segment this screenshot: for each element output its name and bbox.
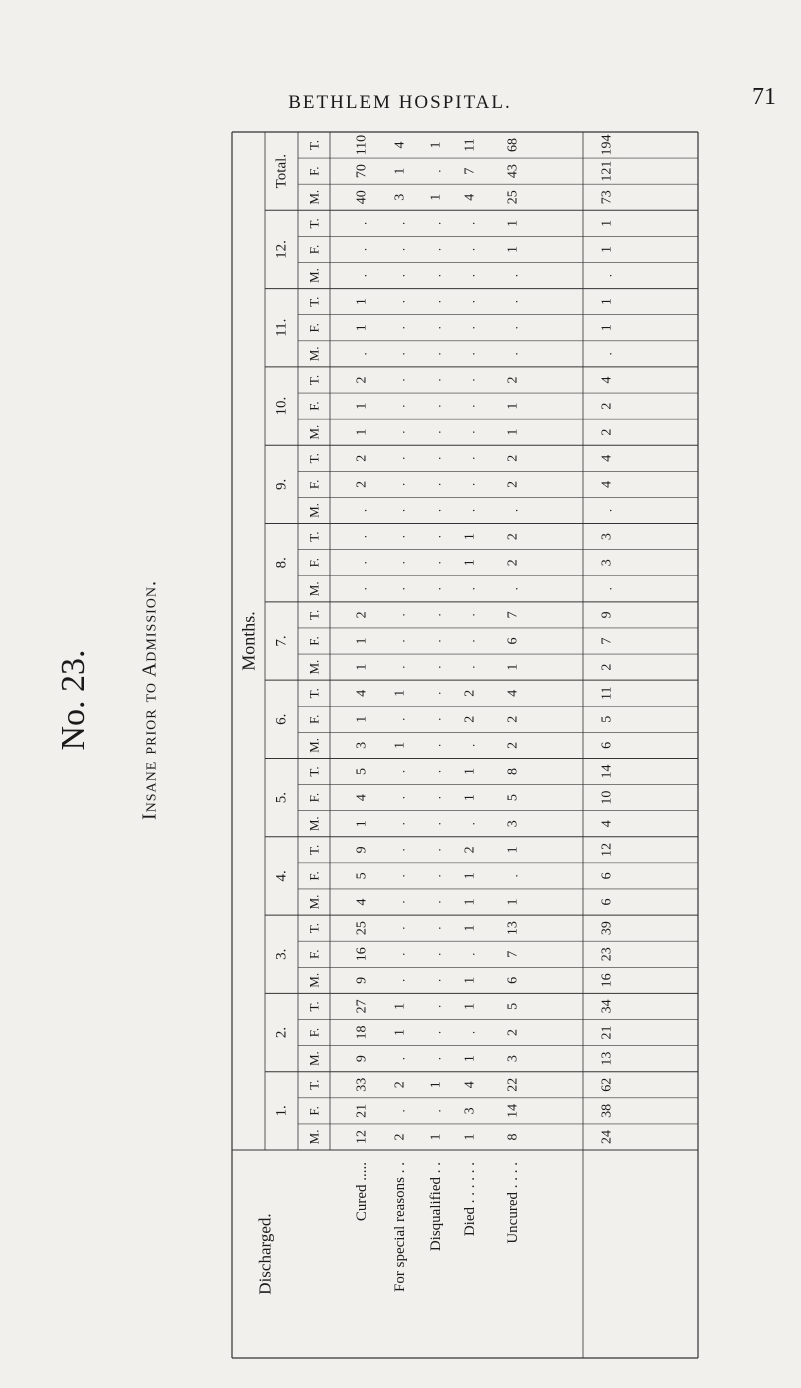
table-cell: 14 <box>505 1103 521 1118</box>
total-cell: 16 <box>599 973 615 988</box>
table-cell: . <box>428 978 444 982</box>
table-cell: . <box>428 743 444 748</box>
table-cell: 6 <box>505 637 521 645</box>
table-cell: . <box>428 822 444 826</box>
table-cell: 2 <box>505 1029 521 1037</box>
table-cell: 5 <box>505 794 521 802</box>
table-cell: 1 <box>505 846 521 854</box>
table-cell: . <box>428 613 444 617</box>
table-cell: . <box>392 534 408 539</box>
table-cell: . <box>392 456 408 460</box>
table-cell: 1 <box>392 689 408 697</box>
total-cell: 2 <box>599 402 615 410</box>
table-cell: . <box>428 1057 444 1061</box>
table-cell: 12 <box>354 1129 370 1144</box>
table-cell: . <box>462 404 478 408</box>
table-cell: . <box>428 273 444 278</box>
table-cell: 2 <box>392 1133 408 1141</box>
table-cell: 2 <box>505 533 521 541</box>
table-cell: . <box>392 273 408 278</box>
table-cell: 2 <box>354 480 370 488</box>
table-cell: 1 <box>354 663 370 671</box>
total-cell: 3 <box>599 533 615 541</box>
sub-header: M. <box>306 894 322 910</box>
table-cell: 1 <box>462 924 478 932</box>
total-cell: 13 <box>599 1051 615 1066</box>
total-cell: 2 <box>599 428 615 436</box>
table-cell: 1 <box>462 1002 478 1010</box>
table-cell: . <box>428 1004 444 1009</box>
table-cell: . <box>462 378 478 382</box>
total-cell: 1 <box>599 245 615 253</box>
total-cell: 4 <box>599 454 615 462</box>
total-cell: 1 <box>599 324 615 332</box>
table-cell: . <box>392 926 408 930</box>
table-cell: . <box>428 534 444 539</box>
table-cell: . <box>505 273 521 278</box>
sub-header: M. <box>306 738 322 753</box>
row-label: Disqualified . . <box>428 1162 444 1252</box>
table-cell: . <box>392 639 408 643</box>
table-cell: . <box>462 1030 478 1035</box>
row-label: Cured ..... <box>354 1162 370 1222</box>
group-label: 1. <box>273 1105 290 1117</box>
total-cell: 4 <box>599 376 615 384</box>
sub-header: F. <box>306 792 322 803</box>
table-cell: . <box>428 482 444 487</box>
table-cell: 3 <box>462 1107 478 1115</box>
table-cell: 3 <box>392 193 408 201</box>
table-cell: . <box>392 717 408 721</box>
total-cell: 2 <box>599 663 615 671</box>
table-cell: . <box>392 378 408 382</box>
table-cell: . <box>462 300 478 304</box>
table-cell: 21 <box>354 1103 370 1118</box>
table-cell: 4 <box>354 794 370 802</box>
table-cell: 1 <box>392 1029 408 1037</box>
sub-header: T. <box>306 1001 322 1012</box>
table-cell: . <box>354 534 370 539</box>
group-label: 11. <box>273 318 290 337</box>
total-cell: 4 <box>599 480 615 488</box>
table-cell: . <box>462 456 478 460</box>
table-cell: 1 <box>392 741 408 749</box>
table-cell: 1 <box>462 768 478 776</box>
total-cell: 6 <box>599 872 615 880</box>
table-cell: 1 <box>354 637 370 645</box>
table-cell: 22 <box>505 1077 521 1092</box>
table-cell: 13 <box>505 921 521 936</box>
table-cell: 2 <box>462 715 478 723</box>
table-cell: 7 <box>505 950 521 958</box>
sub-header: M. <box>306 972 322 988</box>
total-cell: . <box>599 273 615 278</box>
table-cell: 3 <box>505 1055 521 1063</box>
table-cell: . <box>354 273 370 278</box>
table-cell: 1 <box>428 1133 444 1141</box>
table-cell: 27 <box>354 999 370 1014</box>
table-cell: . <box>428 691 444 695</box>
table-cell: . <box>428 900 444 904</box>
table-cell: 2 <box>462 846 478 854</box>
table-cell: 2 <box>505 741 521 749</box>
table-cell: . <box>392 326 408 330</box>
sub-header: F. <box>306 949 322 959</box>
total-cell: 6 <box>599 898 615 906</box>
table-cell: 1 <box>462 559 478 567</box>
group-label: 2. <box>273 1026 290 1039</box>
table-cell: . <box>354 587 370 591</box>
table-cell: 2 <box>354 454 370 462</box>
table-cell: . <box>428 769 444 774</box>
table-cell: 16 <box>354 947 370 962</box>
table-cell: . <box>392 1109 408 1113</box>
table-cell: . <box>428 352 444 356</box>
table-cell: 33 <box>354 1077 370 1092</box>
sub-header: M. <box>306 189 322 205</box>
group-label: 9. <box>273 478 290 491</box>
table-cell: 7 <box>462 167 478 175</box>
sub-header: M. <box>306 1129 322 1145</box>
sub-header: F. <box>306 1027 322 1038</box>
table-cell: . <box>392 613 408 617</box>
table-cell: . <box>428 169 444 173</box>
table-cell: 2 <box>462 689 478 697</box>
sub-header: M. <box>306 268 322 283</box>
months-heading: Months. <box>238 611 259 671</box>
table-cell: . <box>462 221 478 225</box>
table-cell: 3 <box>354 741 370 749</box>
table-cell: 1 <box>462 533 478 541</box>
total-cell: 11 <box>599 686 615 700</box>
sub-header: T. <box>306 923 322 934</box>
table-cell: 2 <box>505 715 521 723</box>
total-cell: . <box>599 508 615 513</box>
table-cell: 2 <box>505 559 521 567</box>
table-cell: 1 <box>392 167 408 175</box>
table-cell: . <box>392 482 408 487</box>
sub-header: F. <box>306 323 322 333</box>
table-cell: 1 <box>428 1081 444 1089</box>
table-cell: 4 <box>354 689 370 697</box>
table-cell: 1 <box>354 324 370 332</box>
group-label: 6. <box>273 713 290 725</box>
table-cell: . <box>462 430 478 434</box>
total-cell: 7 <box>599 637 615 645</box>
table-cell: 2 <box>505 376 521 384</box>
table-cell: 1 <box>392 1002 408 1010</box>
table-cell: . <box>462 952 478 956</box>
total-cell: 23 <box>599 947 615 962</box>
table-cell: . <box>428 665 444 669</box>
sub-header: T. <box>306 688 322 699</box>
total-cell: 194 <box>599 134 615 156</box>
table-cell: 1 <box>462 872 478 880</box>
table-cell: . <box>392 1057 408 1061</box>
table-cell: . <box>428 378 444 382</box>
table-cell: 2 <box>354 611 370 619</box>
table-cell: . <box>505 874 521 878</box>
table-cell: 1 <box>354 715 370 723</box>
sub-header: T. <box>306 609 322 621</box>
table-cell: . <box>428 926 444 930</box>
table-cell: . <box>428 404 444 408</box>
table-cell: . <box>505 508 521 513</box>
table-cell: 4 <box>392 141 408 149</box>
table-cell: 1 <box>462 1133 478 1141</box>
sub-header: T. <box>306 1079 322 1090</box>
sub-header: F. <box>306 1106 322 1116</box>
table-cell: 7 <box>505 611 521 619</box>
table-cell: 2 <box>505 480 521 488</box>
table-cell: . <box>428 456 444 460</box>
table-cell: 1 <box>505 245 521 253</box>
total-cell: . <box>599 352 615 356</box>
table-cell: 3 <box>505 820 521 828</box>
table-cell: 8 <box>505 1133 521 1141</box>
total-cell: 38 <box>599 1103 615 1118</box>
table-cell: . <box>392 952 408 956</box>
total-cell: 39 <box>599 921 615 936</box>
table-cell: . <box>462 587 478 591</box>
table-cell: 1 <box>354 402 370 410</box>
total-cell: 3 <box>599 559 615 567</box>
total-cell: 24 <box>599 1129 615 1144</box>
table-cell: . <box>428 247 444 252</box>
table-cell: . <box>392 561 408 565</box>
table-cell: . <box>428 508 444 513</box>
table-cell: . <box>428 874 444 878</box>
table-cell: . <box>392 848 408 852</box>
table-cell: 8 <box>505 768 521 776</box>
table-cell: . <box>392 665 408 669</box>
table-cell: . <box>428 639 444 643</box>
sub-header: M. <box>306 1051 322 1067</box>
table-cell: 1 <box>354 298 370 306</box>
table-cell: 9 <box>354 846 370 854</box>
sub-header: T. <box>306 218 322 229</box>
total-cell: 12 <box>599 842 615 857</box>
table-cell: . <box>462 639 478 643</box>
table-cell: 70 <box>354 164 370 179</box>
table-cell: . <box>392 300 408 304</box>
table-cell: 40 <box>354 190 370 205</box>
page-number: 71 <box>752 84 776 110</box>
total-cell: 14 <box>599 764 615 779</box>
table-cell: 1 <box>354 820 370 828</box>
table-cell: 1 <box>428 141 444 149</box>
table-cell: 1 <box>462 976 478 984</box>
table-cell: . <box>505 326 521 330</box>
table-cell: . <box>428 717 444 721</box>
table-cell: 68 <box>505 138 521 153</box>
sub-header: M. <box>306 424 322 440</box>
table-cell: . <box>354 352 370 356</box>
table-cell: . <box>354 221 370 225</box>
table-cell: 1 <box>428 193 444 201</box>
table-cell: . <box>462 508 478 513</box>
group-label: 7. <box>273 635 290 647</box>
table-cell: 2 <box>392 1081 408 1089</box>
group-label: 4. <box>273 870 290 882</box>
sub-header: F. <box>306 244 322 255</box>
table-cell: 2 <box>505 454 521 462</box>
table-cell: 11 <box>462 138 478 152</box>
table-cell: . <box>428 300 444 304</box>
table-cell: . <box>462 482 478 487</box>
table-cell: . <box>462 743 478 748</box>
sub-header: F. <box>306 636 322 646</box>
sub-header: F. <box>306 166 322 176</box>
sub-header: T. <box>306 531 322 542</box>
table-cell: . <box>462 822 478 826</box>
total-cell: 5 <box>599 715 615 723</box>
table-cell: . <box>428 952 444 956</box>
sub-header: M. <box>306 816 322 832</box>
table-cell: 1 <box>505 402 521 410</box>
table-cell: 1 <box>505 663 521 671</box>
table-cell: . <box>428 1030 444 1035</box>
group-label: Total. <box>273 153 290 189</box>
table-cell: . <box>354 561 370 565</box>
group-label: 10. <box>273 396 290 416</box>
table-cell: 1 <box>505 428 521 436</box>
row-label: Uncured . . . . <box>505 1162 521 1244</box>
table-cell: . <box>392 822 408 826</box>
sub-header: T. <box>306 374 322 386</box>
table-number: No. 23. <box>55 649 92 751</box>
total-cell: 21 <box>599 1025 615 1040</box>
row-header: Discharged. <box>255 1213 275 1295</box>
sub-header: T. <box>306 844 322 855</box>
table-heading: Insane prior to Admission. <box>138 580 161 820</box>
total-cell: 1 <box>599 219 615 227</box>
table-cell: . <box>428 587 444 591</box>
table-cell: 25 <box>505 190 521 205</box>
table-cell: . <box>392 769 408 774</box>
table-cell: 4 <box>462 1081 478 1089</box>
table-cell: 4 <box>505 689 521 697</box>
table-cell: . <box>392 247 408 252</box>
sub-header: F. <box>306 479 322 490</box>
total-cell: 6 <box>599 741 615 749</box>
sub-header: T. <box>306 139 322 151</box>
running-title: BETHLEM HOSPITAL. <box>288 92 512 113</box>
table-cell: . <box>392 795 408 800</box>
table-cell: 9 <box>354 1055 370 1063</box>
total-cell: 9 <box>599 611 615 619</box>
table-cell: . <box>392 508 408 513</box>
table-cell: . <box>392 352 408 356</box>
table-cell: . <box>462 665 478 669</box>
table-cell: . <box>392 430 408 434</box>
table-cell: . <box>428 326 444 330</box>
table-cell: . <box>428 795 444 800</box>
table-cell: . <box>428 1109 444 1113</box>
total-cell: 62 <box>599 1077 615 1092</box>
row-label: Died . . . . . . <box>462 1162 478 1237</box>
table-cell: . <box>428 848 444 852</box>
total-cell: 4 <box>599 820 615 828</box>
total-cell: 73 <box>599 190 615 205</box>
total-cell: . <box>599 587 615 591</box>
sub-header: F. <box>306 401 322 411</box>
table-cell: . <box>462 273 478 278</box>
table-cell: 1 <box>462 898 478 906</box>
table-cell: 1 <box>462 1055 478 1063</box>
table-cell: . <box>462 326 478 330</box>
table-cell: . <box>392 587 408 591</box>
sub-header: M. <box>306 503 322 518</box>
table-cell: . <box>428 561 444 565</box>
table-cell: 6 <box>505 976 521 984</box>
table-cell: 9 <box>354 976 370 984</box>
table-cell: . <box>505 587 521 591</box>
sub-header: F. <box>306 557 322 568</box>
table-cell: . <box>505 300 521 304</box>
table-cell: 2 <box>354 376 370 384</box>
sub-header: M. <box>306 581 322 597</box>
total-cell: 34 <box>599 999 615 1014</box>
table-cell: . <box>462 247 478 252</box>
table-cell: 25 <box>354 921 370 936</box>
table-cell: 43 <box>505 164 521 179</box>
table-cell: . <box>354 247 370 252</box>
table-cell: 1 <box>354 428 370 436</box>
total-cell: 121 <box>599 160 615 182</box>
table-cell: . <box>392 404 408 408</box>
total-cell: 1 <box>599 298 615 306</box>
sub-header: F. <box>306 871 322 881</box>
group-label: 3. <box>273 948 290 960</box>
table-cell: . <box>354 508 370 513</box>
group-label: 12. <box>273 240 290 259</box>
sub-header: M. <box>306 346 322 362</box>
table-cell: 4 <box>462 193 478 201</box>
table-cell: 18 <box>354 1025 370 1040</box>
group-label: 8. <box>273 557 290 569</box>
group-label: 5. <box>273 791 290 804</box>
table-cell: . <box>392 874 408 878</box>
table-cell: . <box>392 978 408 982</box>
row-label: For special reasons . . <box>392 1162 408 1292</box>
sub-header: T. <box>306 453 322 464</box>
table-cell: 110 <box>354 134 370 156</box>
sub-header: T. <box>306 296 322 307</box>
table-cell: . <box>462 352 478 356</box>
table-cell: 5 <box>354 768 370 776</box>
table-cell: . <box>428 430 444 434</box>
table-cell: . <box>392 900 408 904</box>
table-cell: 5 <box>354 872 370 880</box>
table-cell: . <box>428 221 444 225</box>
table-cell: . <box>392 221 408 225</box>
table-cell: 5 <box>505 1002 521 1010</box>
table-cell: 1 <box>462 794 478 802</box>
table-cell: 1 <box>505 219 521 227</box>
table-cell: 4 <box>354 898 370 906</box>
total-cell: 10 <box>599 790 615 805</box>
table-cell: . <box>505 352 521 356</box>
sub-header: T. <box>306 766 322 777</box>
sub-header: F. <box>306 714 322 725</box>
table-cell: . <box>462 613 478 617</box>
sub-header: M. <box>306 659 322 675</box>
table-cell: 1 <box>505 898 521 906</box>
